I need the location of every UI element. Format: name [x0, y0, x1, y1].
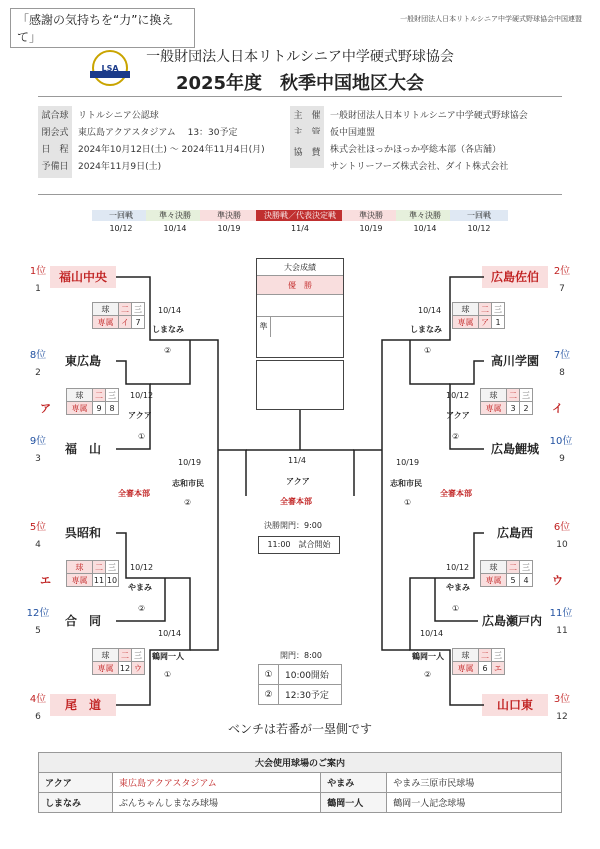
- results-box: 大会成績 優 勝 準: [256, 258, 344, 358]
- game-number: ①: [424, 346, 432, 355]
- semi-number-left: ②: [184, 498, 192, 507]
- game-number: ①: [164, 670, 172, 679]
- block-i-right: イ: [552, 402, 563, 415]
- semi-venue-left: 志和市民: [172, 479, 204, 488]
- game-date: 10/14: [158, 306, 182, 315]
- block-a-left: ア: [40, 402, 51, 415]
- game-date: 10/14: [418, 306, 442, 315]
- final-venue: アクア: [286, 477, 310, 486]
- slogan: 「感謝の気持ちを“力”に換えて」: [10, 8, 195, 48]
- game-venue: やまみ: [128, 583, 152, 592]
- seed-left-1: 1位: [29, 266, 47, 277]
- champion-box: [256, 360, 344, 410]
- game-number: ①: [452, 604, 460, 613]
- opening-time: 開門：8:00: [280, 651, 322, 660]
- game-number: ②: [164, 346, 172, 355]
- team-right-3: 広島鯉城: [482, 438, 548, 460]
- seed-right-1: 2位: [553, 266, 571, 277]
- team-number: 1: [35, 284, 41, 294]
- seed-right-3: 10位: [549, 436, 573, 447]
- seed-left-2: 8位: [29, 350, 47, 361]
- game-venue: 鶴岡一人: [412, 652, 444, 661]
- team-number: 6: [35, 712, 41, 722]
- team-left-5: 合 同: [50, 610, 116, 632]
- game-grid-right-2: 球 二 三 専属 3 2: [480, 388, 533, 415]
- final-date: 11/4: [288, 456, 306, 465]
- game-number: ①: [138, 432, 146, 441]
- semi-crew-right: 全審本部: [440, 489, 472, 498]
- game-date: 10/14: [420, 629, 444, 638]
- block-e-left: エ: [40, 574, 51, 587]
- team-number: 2: [35, 368, 41, 378]
- game-date: 10/14: [158, 629, 182, 638]
- game-grid-left-3: 球 二 三 専属 11 10: [66, 560, 119, 587]
- block-u-right: ウ: [552, 574, 563, 587]
- seed-right-4: 6位: [553, 522, 571, 533]
- team-number: 10: [556, 540, 568, 550]
- game-venue: アクア: [128, 411, 152, 420]
- team-number: 12: [556, 712, 568, 722]
- game-grid-right-1: 球 二 三 専属 ア 1: [452, 302, 505, 329]
- game-venue: アクア: [446, 411, 470, 420]
- team-left-4: 呉昭和: [50, 522, 116, 544]
- game-date: 10/12: [130, 391, 154, 400]
- federation-label: 一般財団法人日本リトルシニア中学硬式野球協会中国連盟: [400, 15, 582, 23]
- team-left-1: 福山中央: [50, 266, 116, 288]
- team-right-4: 広島西: [482, 522, 548, 544]
- round-schedule: 一回戦 10/12 準々決勝 10/14 準決勝 10/19 決勝戦／代表決定戦 11/4 準決勝 10/19 準々決勝 10/14 一回戦 10/12: [0, 210, 600, 240]
- final-crew: 全審本部: [280, 497, 312, 506]
- game-number: ②: [424, 670, 432, 679]
- game-grid-right-4: 球 二 三 専属 6 エ: [452, 648, 505, 675]
- game-grid-right-3: 球 二 三 専属 5 4: [480, 560, 533, 587]
- final-start: 11:00 試合開始: [258, 536, 340, 554]
- team-number: 7: [559, 284, 565, 294]
- game-number: ②: [138, 604, 146, 613]
- game-grid-left-4: 球 二 三 専属 12 ウ: [92, 648, 145, 675]
- team-left-2: 東広島: [50, 350, 116, 372]
- semi-venue-right: 志和市民: [390, 479, 422, 488]
- game-grid-left-2: 球 二 三 専属 9 8: [66, 388, 119, 415]
- venue-table: 大会使用球場のご案内 アクア 東広島アクアスタジアム やまみ やまみ三原市民球場 しまなみ ぶんちゃんしまなみ球場 鶴岡一人 鶴岡一人記念球場: [38, 752, 562, 813]
- page-title: 2025年度 秋季中国地区大会: [175, 73, 425, 94]
- team-number: 8: [559, 368, 565, 378]
- seed-right-6: 3位: [553, 694, 571, 705]
- semi-crew-left: 全審本部: [118, 489, 150, 498]
- seed-right-2: 7位: [553, 350, 571, 361]
- seed-left-3: 9位: [29, 436, 47, 447]
- team-right-1: 広島佐伯: [482, 266, 548, 288]
- game-date: 10/12: [446, 391, 470, 400]
- game-date: 10/12: [446, 563, 470, 572]
- organization-name: 一般財団法人日本リトルシニア中学硬式野球協会: [146, 49, 454, 65]
- team-right-5: 広島瀬戸内: [476, 610, 548, 632]
- team-number: 11: [556, 626, 568, 636]
- game-date: 10/12: [130, 563, 154, 572]
- logo-text: LSA: [101, 63, 119, 73]
- team-number: 5: [35, 626, 41, 636]
- seed-left-6: 4位: [29, 694, 47, 705]
- game-grid-left-1: 球 二 三 専属 イ 7: [92, 302, 145, 329]
- game-venue: しまなみ: [152, 325, 184, 334]
- game-number: ②: [452, 432, 460, 441]
- game-venue: しまなみ: [410, 325, 442, 334]
- bench-notice: ベンチは若番が一塁側です: [227, 722, 372, 736]
- info-right: 主 催 一般財団法人日本リトルシニア中学硬式野球協会 仮中国連盟 協 賛 株式会社ほっかほっか亭総本部（各店舗） サントリーフーズ株式会社、ダイト株式会社: [290, 108, 570, 176]
- team-left-6: 尾 道: [50, 694, 116, 716]
- semi-date-right: 10/19: [396, 458, 420, 467]
- seed-left-5: 12位: [26, 608, 50, 619]
- opening-schedule: ① 10:00開始 ② 12:30予定: [258, 664, 342, 705]
- semi-number-right: ①: [404, 498, 412, 507]
- seed-right-5: 11位: [549, 608, 573, 619]
- info-left: 試合球 リトルシニア公認球 閉会式 東広島アクアスタジアム 13：30予定 日 程 2024年10月12日(土) ～ 2024年11月4日(月) 予備日 2024年11月9日(土): [38, 108, 288, 176]
- team-left-3: 福 山: [50, 438, 116, 460]
- final-gate: 決勝開門：9:00: [264, 521, 322, 530]
- seed-left-4: 5位: [29, 522, 47, 533]
- team-number: 3: [35, 454, 41, 464]
- team-number: 4: [35, 540, 41, 550]
- team-right-6: 山口東: [482, 694, 548, 716]
- game-venue: 鶴岡一人: [152, 652, 184, 661]
- game-venue: やまみ: [446, 583, 470, 592]
- team-right-2: 高川学園: [482, 350, 548, 372]
- team-number: 9: [559, 454, 565, 464]
- semi-date-left: 10/19: [178, 458, 202, 467]
